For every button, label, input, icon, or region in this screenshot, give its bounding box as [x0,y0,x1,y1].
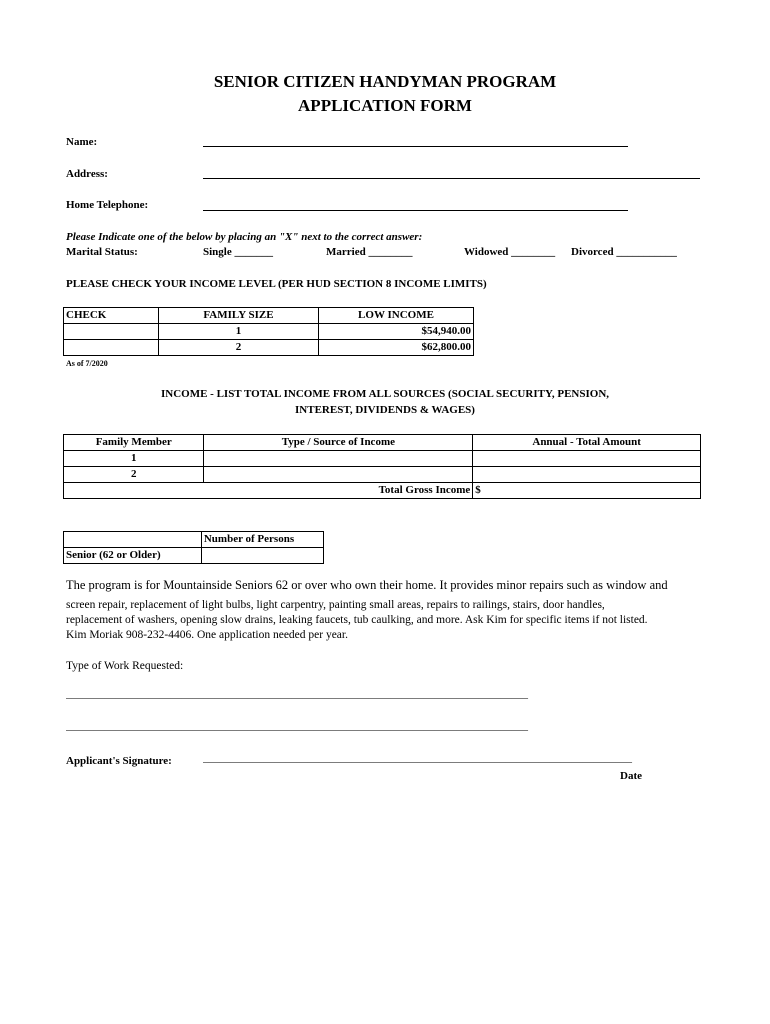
phone-field[interactable] [203,210,628,211]
amount-cell[interactable] [473,451,701,467]
marital-instruction: Please Indicate one of the below by placing an "X" next to the correct answer: [66,231,423,243]
header-source: Type / Source of Income [204,435,473,451]
header-low-income: LOW INCOME [319,308,474,324]
form-title-line1: SENIOR CITIZEN HANDYMAN PROGRAM [213,72,557,91]
member-cell: 1 [64,451,204,467]
table-row [64,340,474,356]
description-line4: Kim Moriak 908-232-4406. One application needed per year. [66,629,348,641]
work-label: Type of Work Requested: [66,660,184,672]
form-title-line2: APPLICATION FORM [298,96,472,115]
income-level-heading: PLEASE CHECK YOUR INCOME LEVEL (PER HUD SECTION 8 INCOME LIMITS) [66,278,487,290]
signature-label: Applicant's Signature: [66,755,172,767]
marital-married[interactable]: Married ________ [326,246,413,258]
marital-divorced[interactable]: Divorced ___________ [571,246,677,258]
source-cell[interactable] [204,451,473,467]
senior-row-label: Senior (62 or Older) [64,548,202,564]
table-header-row [64,532,324,548]
header-family-size: FAMILY SIZE [159,308,319,324]
income-sources-table [63,434,701,499]
name-field[interactable] [203,146,628,147]
header-number-of-persons: Number of Persons [201,532,323,548]
work-line-2[interactable]: ____________________________________________________________________________________ [66,720,528,732]
income-sources-heading-1: INCOME - LIST TOTAL INCOME FROM ALL SOURCES (SOCIAL SECURITY, PENSION, [160,388,610,400]
signature-line[interactable]: ______________________________________________________________________________ [203,752,632,764]
check-cell[interactable] [64,340,159,356]
header-family-member: Family Member [64,435,204,451]
phone-label: Home Telephone: [66,199,149,211]
name-label: Name: [66,136,98,148]
address-label: Address: [66,168,108,180]
address-field[interactable] [203,178,700,179]
header-check: CHECK [64,308,159,324]
table-row [64,324,474,340]
source-cell[interactable] [204,467,473,483]
table-header-row [64,435,701,451]
income-level-table [63,307,474,356]
persons-table [63,531,324,564]
member-cell: 2 [64,467,204,483]
marital-label: Marital Status: [66,246,138,258]
table-row [64,467,701,483]
table-row-total [64,483,701,499]
family-size-cell: 2 [159,340,319,356]
table-row [64,451,701,467]
table-row [64,548,324,564]
description-line3: replacement of washers, opening slow drains, leaking faucets, tub caulking, and more. Ask Kim for specific items if not listed. [66,614,648,626]
as-of-note: As of 7/2020 [66,359,108,368]
header-annual-amount: Annual - Total Amount [473,435,701,451]
total-gross-income-value[interactable]: $ [473,483,701,499]
description-line1: The program is for Mountainside Seniors 62 or over who own their home. It provides minor repairs such as window and [66,578,668,592]
marital-widowed[interactable]: Widowed ________ [464,246,556,258]
low-income-cell: $62,800.00 [319,340,474,356]
marital-single[interactable]: Single _______ [203,246,273,258]
low-income-cell: $54,940.00 [319,324,474,340]
work-line-1[interactable]: ____________________________________________________________________________________ [66,688,528,700]
total-gross-income-label: Total Gross Income [204,483,473,499]
date-label: Date [620,770,642,782]
description-line2: screen repair, replacement of light bulbs, light carpentry, painting small areas, repairs to railings, stairs, door handles, [66,599,605,611]
income-sources-heading-2: INTEREST, DIVIDENDS & WAGES) [295,404,475,416]
check-cell[interactable] [64,324,159,340]
family-size-cell: 1 [159,324,319,340]
table-header-row [64,308,474,324]
number-of-persons-cell[interactable] [201,548,323,564]
amount-cell[interactable] [473,467,701,483]
